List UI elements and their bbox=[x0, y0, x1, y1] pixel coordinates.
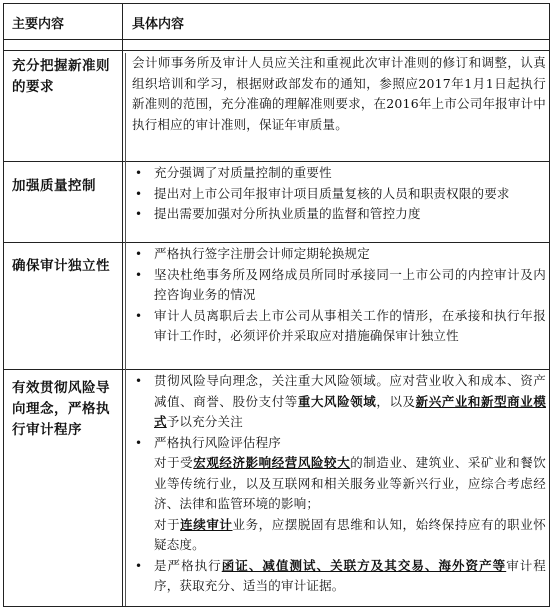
column-divider bbox=[122, 4, 123, 606]
column-divider bbox=[125, 53, 126, 606]
bullet-list bbox=[132, 163, 546, 225]
bullet-icon: • bbox=[135, 186, 143, 201]
sub-paragraph: 对于受宏观经济影响经营风险较大的制造业、建筑业、采矿业和餐饮业等传统行业，以及互联网和相关服务业等新兴行业，应综合考虑经济、法律和监管环境的影响； bbox=[154, 455, 546, 511]
bullet-icon: • bbox=[135, 247, 143, 261]
list-item: • 严格执行风险评估程序 bbox=[132, 433, 546, 454]
row-divider bbox=[4, 161, 549, 162]
row-paragraph: 会计师事务所及审计人员应关注和重视此次审计准则的修订和调整，认真组织培训和学习，根据财政部发布的通知，参照应2017年1月1日起执行新准则的范围，充分准确的理解准则要求，在2016年上市公司年报审计中执行相应的审计准则，保证年审质量。 bbox=[132, 55, 546, 132]
list-item: • 提出对上市公司年报审计项目质量复核的人员和职责权限的要求 bbox=[132, 184, 546, 205]
bullet-list bbox=[132, 244, 546, 347]
row-divider bbox=[4, 242, 549, 243]
bullet-icon: • bbox=[135, 166, 143, 180]
header-main-content: 主要内容 bbox=[12, 17, 65, 32]
emphasis-text: 新兴产业和新型商业模式 bbox=[154, 393, 547, 429]
emphasis-text: 连续审计 bbox=[180, 516, 233, 532]
row-content bbox=[132, 163, 546, 225]
bullet-icon: • bbox=[135, 558, 143, 573]
list-item: • 坚决杜绝事务所及网络成员所同时承接同一上市公司的内控审计及内控咨询业务的情况 bbox=[135, 266, 546, 302]
emphasis-text: 宏观经济影响经营风险较大 bbox=[193, 455, 351, 470]
list-item: • 充分强调了对质量控制的重要性 bbox=[132, 163, 546, 184]
sub-paragraph: 对于连续审计业务，应摆脱固有思维和认知，始终保持应有的职业怀疑态度。 bbox=[154, 516, 547, 552]
bullet-icon: • bbox=[135, 207, 143, 221]
list-item: • 是严格执行函证、减值测试、关联方及其交易、海外资产等审计程序，获取充分、适当的审计证据。 bbox=[135, 557, 546, 593]
row-title: 确保审计独立性 bbox=[12, 258, 110, 274]
list-item: • 贯彻风险导向理念，关注重大风险领域。应对营业收入和成本、资产减值、商誉、股份支付等重大风险领域，以及新兴产业和新型商业模式予以充分关注 bbox=[135, 373, 547, 429]
bullet-icon: • bbox=[135, 267, 143, 282]
row-divider bbox=[4, 50, 549, 51]
row-title: 有效贯彻风险导向理念，严格执行审计程序 bbox=[12, 380, 110, 438]
row-title: 加强质量控制 bbox=[12, 178, 96, 194]
row-divider bbox=[4, 39, 549, 40]
bullet-icon: • bbox=[135, 435, 143, 450]
bullet-icon: • bbox=[135, 374, 143, 388]
list-item: • 审计人员离职后去上市公司从事相关工作的情形，在承接和执行年报审计工作时，必须评价并采取应对措施确保审计独立性 bbox=[135, 307, 546, 343]
emphasis-text: 重大风险领域 bbox=[297, 393, 377, 409]
content-table bbox=[3, 3, 550, 607]
row-content bbox=[132, 244, 546, 347]
row-divider bbox=[4, 369, 549, 370]
bullet-list bbox=[132, 371, 546, 453]
emphasis-text: 函证、减值测试、关联方及其交易、海外资产等 bbox=[221, 557, 507, 573]
list-item: • 提出需要加强对分所执业质量的监督和管控力度 bbox=[132, 204, 546, 225]
bullet-list bbox=[132, 556, 546, 597]
row-content bbox=[132, 371, 546, 597]
row-content bbox=[132, 53, 546, 135]
bullet-icon: • bbox=[135, 308, 143, 323]
row-title: 充分把握新准则的要求 bbox=[12, 58, 110, 95]
list-item: • 严格执行签字注册会计师定期轮换规定 bbox=[132, 244, 546, 265]
header-detail-content: 具体内容 bbox=[132, 17, 185, 32]
